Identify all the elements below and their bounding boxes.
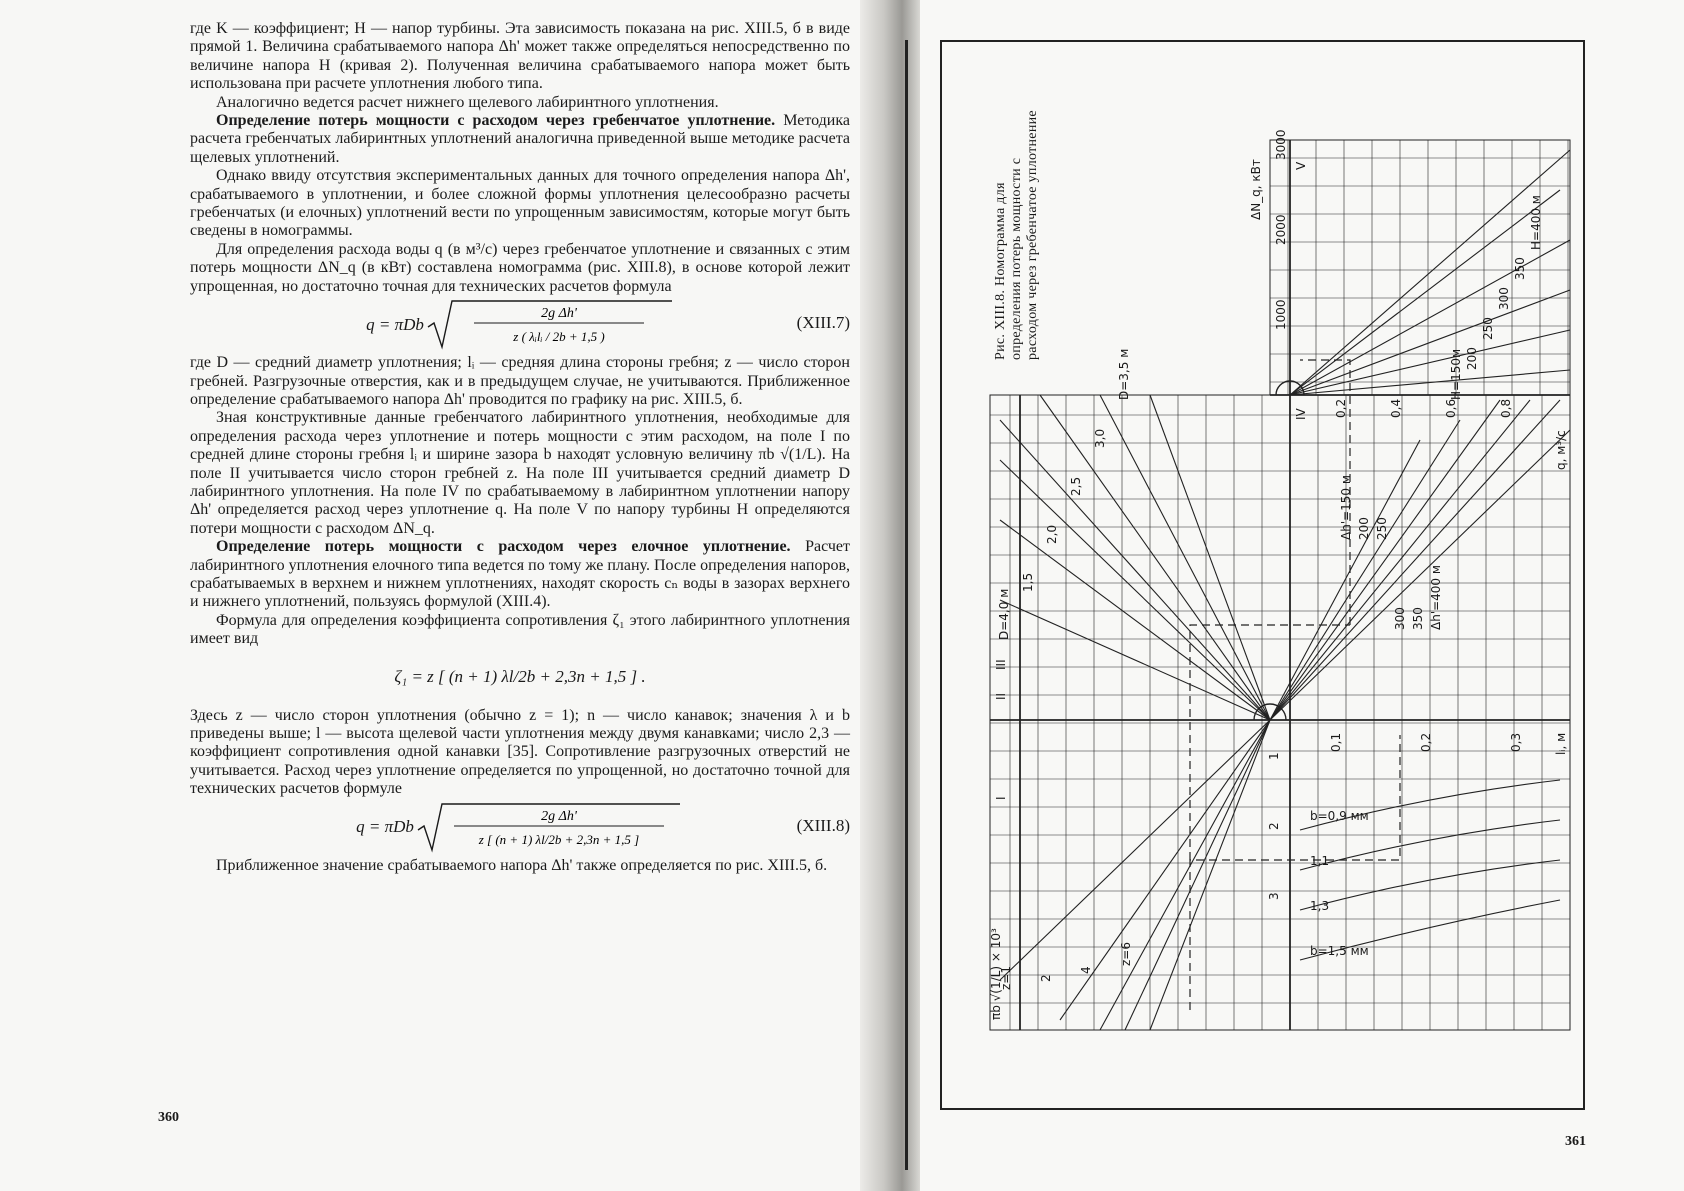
D-line	[1000, 520, 1270, 720]
b-line-label: 1,1	[1310, 854, 1330, 868]
z-line-label: 2	[1039, 974, 1053, 982]
formula2-numerator: 2g Δh'	[541, 808, 577, 824]
paragraph-lead: Определение потерь мощности с расходом через гребенчатое уплотнение.	[216, 112, 776, 130]
axis-tick: 1000	[1274, 299, 1288, 330]
paragraph: где D — средний диаметр уплотнения; lᵢ — средняя длина стороны гребня; z — число сторон гребней. Разгрузочные отверстия, как и в предыдущем случае, не учитываются. Приближенное определение срабатываемого напора Δh' проводится по графику на рис. XIII.5, б.	[190, 354, 850, 408]
field-label: I	[994, 796, 1008, 800]
field-label: V	[1294, 161, 1308, 170]
formula-numerator: 2g Δh'	[541, 306, 577, 322]
z-line-label: z=6	[1119, 942, 1133, 966]
axis-tick: 0,2	[1419, 732, 1433, 752]
paragraph: где K — коэффициент; H — напор турбины. Эта зависимость показана на рис. XIII.5, б в виде прямой 1. Величина срабатываемого напора Δh' может также определяться непосредственно по величине напора H (кривая 2). Полученная величина срабатываемого напора может быть использована при расчете уплотнения любого типа.	[190, 20, 850, 93]
axis-tick: 2	[1267, 822, 1281, 830]
equation-number: (XIII.8)	[796, 815, 850, 835]
axis-label: ΔN_q, кВт	[1249, 159, 1263, 220]
D-line-label: 2,0	[1045, 524, 1059, 544]
paragraph: Однако ввиду отсутствия экспериментальных данных для точного определения напора Δh', срабатываемого в уплотнении, и более сложной формы уплотнения целесообразно расчеты гребенчатых (и елочных) уплотнений вести по упрощенным зависимостям, которые могут быть сведены в номограммы.	[190, 167, 850, 240]
axis-tick: 2000	[1274, 214, 1288, 245]
dh-line-label: 200	[1357, 517, 1371, 540]
D-line	[1150, 395, 1270, 720]
H-line	[1290, 240, 1570, 395]
field-label: III	[994, 659, 1008, 670]
axis-tick: 3000	[1274, 129, 1288, 160]
axis-tick: 3	[1267, 892, 1281, 900]
formula-lhs: q = πDb	[366, 314, 424, 334]
H-line-label: 300	[1497, 287, 1511, 310]
field-label: II	[994, 692, 1008, 700]
formula-zeta-text: ζ₁ = z [ (n + 1) λl/2b + 2,3n + 1,5 ] .	[394, 667, 646, 687]
H-line-label: H=150м	[1449, 348, 1463, 400]
z-line	[1150, 720, 1270, 1030]
z-line-label: 4	[1079, 966, 1093, 974]
paragraph: Определение потерь мощности с расходом через гребенчатое уплотнение. Методика расчета гребенчатых лабиринтных уплотнений аналогична приведенной выше методике расчета щелевых уплотнений.	[190, 112, 850, 166]
paragraph: Формула для определения коэффициента сопротивления ζ₁ этого лабиринтного уплотнения имеет вид	[190, 611, 850, 648]
D-line	[1040, 395, 1270, 720]
dh-line	[1270, 430, 1570, 720]
dh-line-label: 300	[1393, 607, 1407, 630]
paragraph: Аналогично ведется расчет нижнего щелевого лабиринтного уплотнения.	[216, 93, 719, 111]
paragraph-lead: Определение потерь мощности с расходом через елочное уплотнение.	[216, 538, 791, 556]
paragraph: Определение потерь мощности с расходом через елочное уплотнение. Расчет лабиринтного уплотнения елочного типа ведется по тому же плану. После определения напоров, срабатываемых в верхнем и нижнем уплотнениях, находят скорость cₙ воды в зазорах верхнего и нижнего уплотнений, пользуясь формулой (XIII.4).	[190, 538, 850, 611]
H-line-label: H=400 м	[1529, 195, 1543, 250]
D-line-label: 3,0	[1093, 428, 1107, 448]
H-line	[1290, 150, 1570, 395]
axis-tick: 0,1	[1329, 732, 1343, 752]
H-line-label: 250	[1481, 317, 1495, 340]
equation-number: (XIII.7)	[796, 313, 850, 333]
z-line	[1125, 720, 1270, 1030]
b-line-label: b=0,9 мм	[1310, 809, 1369, 823]
D-line-label: 1,5	[1021, 572, 1035, 592]
axis-tick: 0,8	[1499, 398, 1513, 418]
b-line-label: 1,3	[1310, 899, 1330, 913]
D-line-label: D=3,5 м	[1117, 348, 1131, 400]
axis-label: πb √(1/L) × 10³	[989, 928, 1003, 1020]
H-line-label: 200	[1465, 347, 1479, 370]
formula-lhs: q = πDb	[356, 817, 414, 837]
page-number: 361	[1565, 1134, 1586, 1149]
paragraph: Здесь z — число сторон уплотнения (обычно z = 1); n — число канавок; значения λ и b приведены выше; l — высота щелевой части уплотнения между двумя канавками; число 2,3 — коэффициент сопротивления одной канавки [35]. Сопротивление разгрузочных отверстий не учитывается. Расход через уплотнение определяется по упрощенной, но достаточно точной для технических расчетов формуле	[190, 706, 850, 798]
H-line	[1290, 290, 1570, 395]
z-line	[1100, 720, 1270, 1030]
H-line	[1290, 370, 1570, 395]
z-line	[1000, 720, 1270, 980]
axis-tick: 0,3	[1509, 732, 1523, 752]
H-line	[1290, 190, 1560, 395]
axis-label: q, м³/с	[1554, 430, 1568, 470]
paragraph: Для определения расхода воды q (в м³/с) через гребенчатое уплотнение и связанных с этим потерь мощности ΔN_q (в кВт) составлена номограмма (рис. XIII.8), в основе которой лежит упрощенная, но достаточно точная для технических расчетов формула	[190, 240, 850, 295]
page-number: 360	[158, 1110, 179, 1125]
field-label: IV	[1294, 408, 1308, 420]
D-line	[1100, 395, 1270, 720]
H-line-label: 350	[1513, 257, 1527, 280]
D-line-label: 2,5	[1069, 476, 1083, 496]
b-line-label: b=1,5 мм	[1310, 944, 1369, 958]
key-path	[1190, 732, 1400, 1010]
axis-label: lᵢ, м	[1554, 732, 1568, 755]
z-line-label: z=1	[999, 966, 1013, 990]
D-line	[1000, 420, 1270, 720]
dh-line-label: 350	[1411, 607, 1425, 630]
dh-line-label: 250	[1375, 517, 1389, 540]
axis-tick: 1	[1267, 752, 1281, 760]
axis-tick: 0,2	[1334, 398, 1348, 418]
dh-line-label: Δh'=400 м	[1429, 565, 1443, 630]
dh-line-label: Δh'=150 м	[1339, 475, 1353, 540]
dh-line	[1270, 400, 1500, 720]
figure-caption: Рис. XIII.8. Номограмма для определения потерь мощности с расходом через гребенчатое уплотнение	[993, 110, 1040, 360]
paragraph: Приближенное значение срабатываемого напора Δh' также определяется по рис. XIII.5, б.	[216, 856, 828, 874]
D-line	[1000, 600, 1270, 720]
D-line-label: D=4,0 м	[997, 588, 1011, 640]
formula-denominator: z ( λᵢlᵢ / 2b + 1,5 )	[513, 329, 605, 345]
paragraph: Зная конструктивные данные гребенчатого лабиринтного уплотнения, необходимые для определения расхода через уплотнение и потерь мощности с этим расходом, на поле I по средней длине стороны гребня lᵢ и ширине зазора b находят условную величину πb √(1/L). На поле II учитывается число сторон гребней z. На поле III учитывается средний диаметр D лабиринтного уплотнения. На поле IV по срабатываемому в лабиринтном уплотнении напору Δh' определяется расход через уплотнение q. На поле V по напору турбины H определяются потери мощности с расходом ΔN_q.	[190, 409, 850, 537]
axis-tick: 0,4	[1389, 398, 1403, 418]
dh-line	[1270, 400, 1560, 720]
dh-line	[1270, 400, 1530, 720]
axis-tick: 0,6	[1444, 398, 1458, 418]
formula2-denominator: z [ (n + 1) λl/2b + 2,3n + 1,5 ]	[478, 831, 640, 847]
